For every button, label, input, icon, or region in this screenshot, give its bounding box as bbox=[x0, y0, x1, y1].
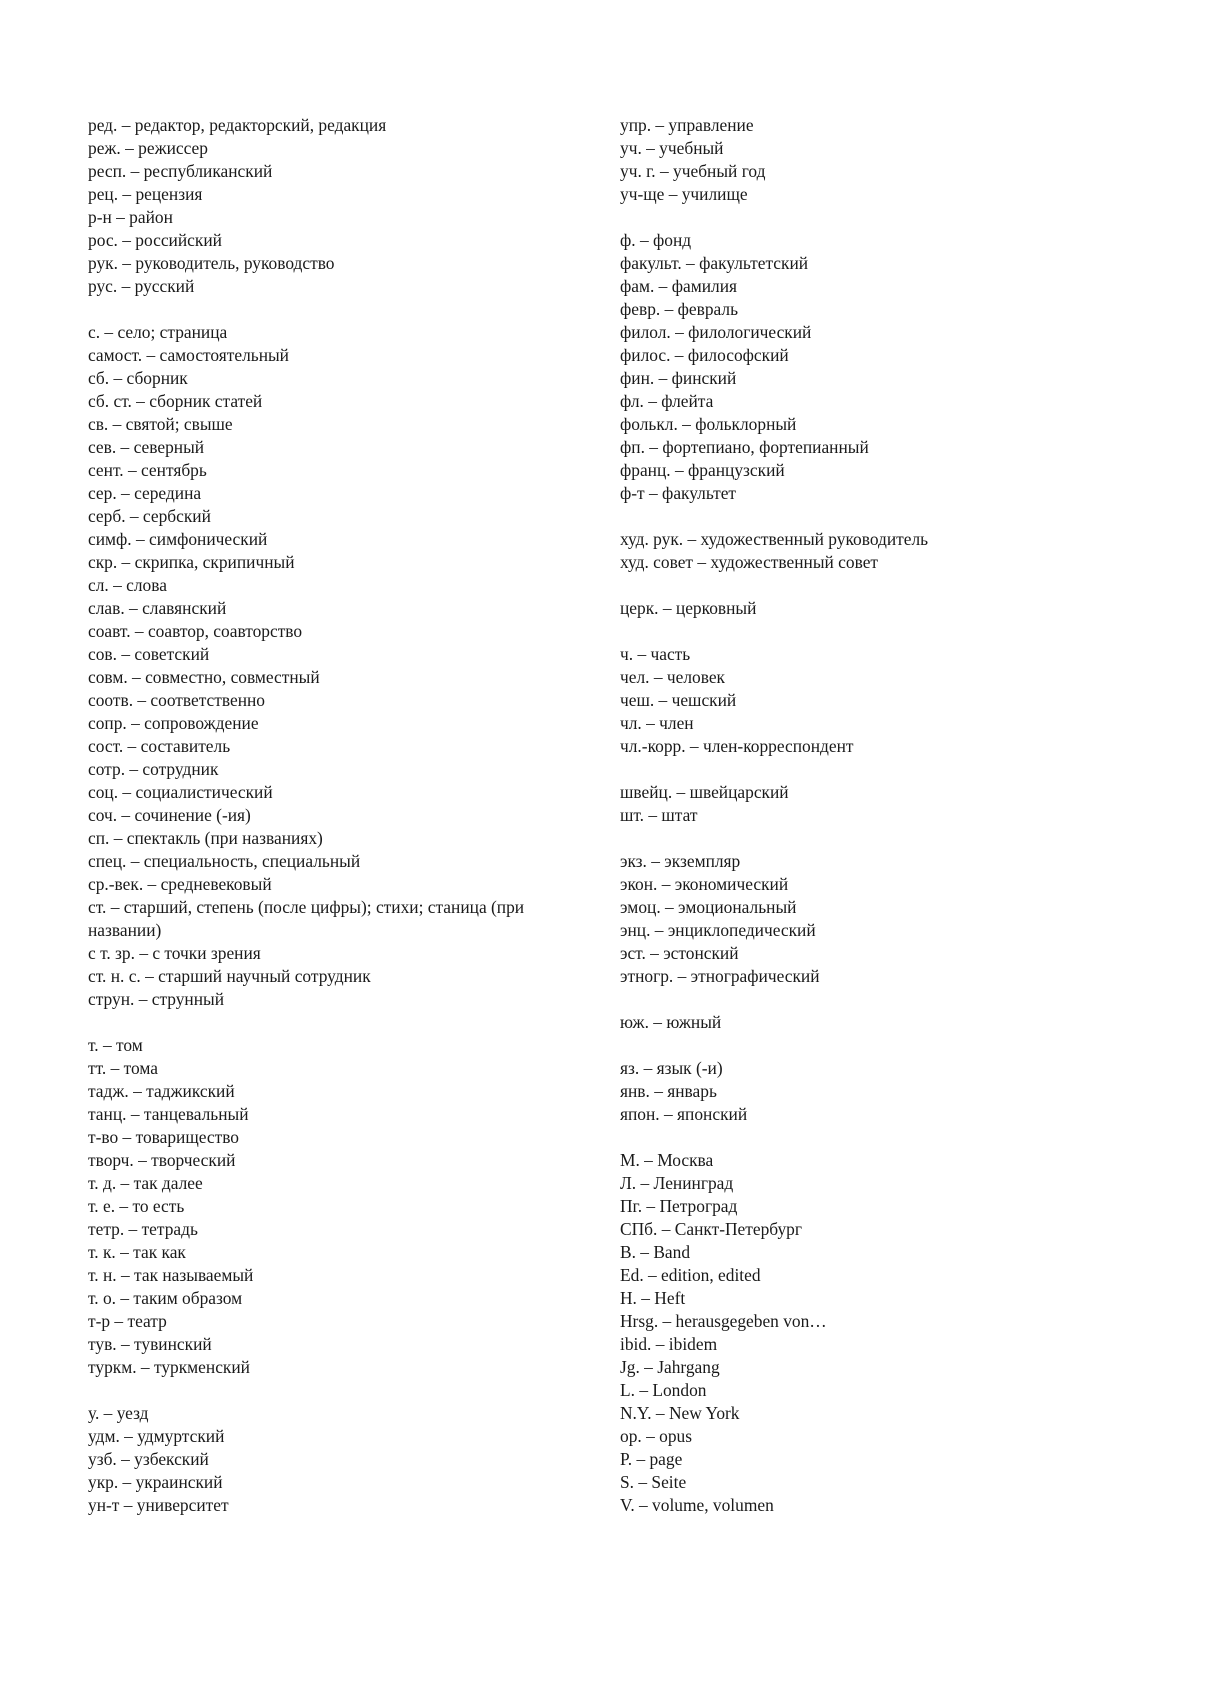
abbreviation-entry: танц. – танцевальный bbox=[88, 1104, 249, 1124]
abbreviation-entry: тадж. – таджикский bbox=[88, 1081, 235, 1101]
abbreviation-entry: сп. – спектакль (при названиях) bbox=[88, 828, 323, 848]
abbreviation-group bbox=[620, 114, 1165, 206]
abbreviation-entry: уч. г. – учебный год bbox=[620, 161, 766, 181]
abbreviation-entry: экз. – экземпляр bbox=[620, 851, 741, 871]
abbreviation-entry: эмоц. – эмоциональный bbox=[620, 897, 797, 917]
abbreviation-entry: фолькл. – фольклорный bbox=[620, 414, 797, 434]
abbreviation-entry: янв. – январь bbox=[620, 1081, 717, 1101]
abbreviation-entry: симф. – симфонический bbox=[88, 529, 268, 549]
abbreviation-entry: серб. – сербский bbox=[88, 506, 211, 526]
abbreviation-entry: ibid. – ibidem bbox=[620, 1334, 718, 1354]
abbreviation-entry: соц. – социалистический bbox=[88, 782, 273, 802]
abbreviation-entry: т. н. – так называемый bbox=[88, 1265, 254, 1285]
abbreviation-entry: самост. – самостоятельный bbox=[88, 345, 289, 365]
abbreviation-entry: соотв. – соответственно bbox=[88, 690, 266, 710]
abbreviation-entry: респ. – республиканский bbox=[88, 161, 273, 181]
abbreviation-entry: уч-ще – училище bbox=[620, 184, 748, 204]
abbreviation-entry: р-н – район bbox=[88, 207, 173, 227]
abbreviation-entry: сотр. – сотрудник bbox=[88, 759, 219, 779]
abbreviation-entry: ст. – старший, степень (после цифры); стихи; станица (при названии) bbox=[88, 897, 525, 940]
abbreviation-entry: сент. – сентябрь bbox=[88, 460, 207, 480]
abbreviation-entry: шт. – штат bbox=[620, 805, 698, 825]
abbreviation-entry: сер. – середина bbox=[88, 483, 202, 503]
abbreviation-entry: тт. – тома bbox=[88, 1058, 158, 1078]
abbreviation-entry: фп. – фортепиано, фортепианный bbox=[620, 437, 869, 457]
abbreviation-entry: сев. – северный bbox=[88, 437, 205, 457]
abbreviation-column-left bbox=[88, 114, 598, 1517]
abbreviation-entry: ср.-век. – средневековый bbox=[88, 874, 272, 894]
abbreviation-group bbox=[620, 850, 1165, 988]
abbreviation-entry: ст. н. с. – старший научный сотрудник bbox=[88, 966, 371, 986]
abbreviation-entry: V. – volume, volumen bbox=[620, 1495, 774, 1515]
abbreviation-entry: чл.-корр. – член-корреспондент bbox=[620, 736, 854, 756]
abbreviation-entry: соч. – сочинение (-ия) bbox=[88, 805, 251, 825]
abbreviation-entry: тетр. – тетрадь bbox=[88, 1219, 198, 1239]
abbreviation-entry: церк. – церковный bbox=[620, 598, 757, 618]
abbreviation-entry: ун-т – университет bbox=[88, 1495, 229, 1515]
abbreviation-entry: чл. – член bbox=[620, 713, 694, 733]
abbreviation-column-right bbox=[620, 114, 1165, 1517]
abbreviation-entry: февр. – февраль bbox=[620, 299, 739, 319]
abbreviation-group bbox=[620, 597, 1165, 620]
abbreviation-group bbox=[620, 1011, 1165, 1034]
abbreviation-entry: Л. – Ленинград bbox=[620, 1173, 734, 1193]
abbreviation-entry: сб. ст. – сборник статей bbox=[88, 391, 263, 411]
abbreviation-entry: чеш. – чешский bbox=[620, 690, 737, 710]
abbreviation-entry: сост. – составитель bbox=[88, 736, 231, 756]
abbreviation-group bbox=[620, 1057, 1165, 1126]
abbreviation-entry: S. – Seite bbox=[620, 1472, 687, 1492]
abbreviation-entry: соавт. – соавтор, соавторство bbox=[88, 621, 303, 641]
abbreviation-entry: фам. – фамилия bbox=[620, 276, 738, 296]
abbreviation-entry: тув. – тувинский bbox=[88, 1334, 212, 1354]
abbreviation-entry: сб. – сборник bbox=[88, 368, 188, 388]
abbreviation-entry: эст. – эстонский bbox=[620, 943, 739, 963]
abbreviation-entry: филол. – филологический bbox=[620, 322, 812, 342]
abbreviation-entry: спец. – специальность, специальный bbox=[88, 851, 361, 871]
abbreviation-entry: туркм. – туркменский bbox=[88, 1357, 250, 1377]
abbreviation-entry: N.Y. – New York bbox=[620, 1403, 740, 1423]
abbreviation-entry: у. – уезд bbox=[88, 1403, 149, 1423]
abbreviation-entry: уч. – учебный bbox=[620, 138, 724, 158]
abbreviation-entry: сов. – советский bbox=[88, 644, 210, 664]
abbreviation-entry: франц. – французский bbox=[620, 460, 785, 480]
abbreviation-entry: творч. – творческий bbox=[88, 1150, 236, 1170]
abbreviation-entry: т-р – театр bbox=[88, 1311, 167, 1331]
abbreviation-entry: т. о. – таким образом bbox=[88, 1288, 243, 1308]
abbreviation-entry: Пг. – Петроград bbox=[620, 1196, 738, 1216]
abbreviation-entry: L. – London bbox=[620, 1380, 707, 1400]
abbreviation-entry: М. – Москва bbox=[620, 1150, 714, 1170]
abbreviation-entry: сл. – слова bbox=[88, 575, 167, 595]
abbreviation-entry: рук. – руководитель, руководство bbox=[88, 253, 335, 273]
abbreviation-group bbox=[88, 1402, 598, 1517]
abbreviation-entry: реж. – режиссер bbox=[88, 138, 208, 158]
abbreviation-entry: ч. – часть bbox=[620, 644, 691, 664]
abbreviation-entry: скр. – скрипка, скрипичный bbox=[88, 552, 295, 572]
abbreviation-entry: с т. зр. – с точки зрения bbox=[88, 943, 261, 963]
abbreviation-group bbox=[620, 1149, 1165, 1517]
abbreviation-entry: с. – село; страница bbox=[88, 322, 228, 342]
abbreviation-group bbox=[88, 321, 598, 1011]
abbreviation-entry: H. – Heft bbox=[620, 1288, 686, 1308]
abbreviation-group bbox=[620, 781, 1165, 827]
abbreviation-group bbox=[88, 1034, 598, 1379]
abbreviation-entry: т. е. – то есть bbox=[88, 1196, 185, 1216]
abbreviation-entry: фин. – финский bbox=[620, 368, 737, 388]
abbreviation-entry: этногр. – этнографический bbox=[620, 966, 820, 986]
abbreviation-entry: ред. – редактор, редакторский, редакция bbox=[88, 115, 387, 135]
abbreviation-entry: факульт. – факультетский bbox=[620, 253, 809, 273]
abbreviation-entry: яз. – язык (-и) bbox=[620, 1058, 723, 1078]
abbreviation-entry: Jg. – Jahrgang bbox=[620, 1357, 720, 1377]
abbreviation-entry: B. – Band bbox=[620, 1242, 691, 1262]
abbreviation-entry: энц. – энциклопедический bbox=[620, 920, 816, 940]
abbreviation-entry: укр. – украинский bbox=[88, 1472, 223, 1492]
abbreviation-entry: т. к. – так как bbox=[88, 1242, 186, 1262]
abbreviation-entry: чел. – человек bbox=[620, 667, 725, 687]
abbreviation-entry: удм. – удмуртский bbox=[88, 1426, 225, 1446]
abbreviation-group bbox=[88, 114, 598, 298]
abbreviation-entry: слав. – славянский bbox=[88, 598, 227, 618]
abbreviation-entry: P. – page bbox=[620, 1449, 683, 1469]
abbreviation-group bbox=[620, 528, 1165, 574]
abbreviation-entry: рос. – российский bbox=[88, 230, 222, 250]
abbreviation-entry: т. – том bbox=[88, 1035, 143, 1055]
abbreviation-entry: Ed. – edition, edited bbox=[620, 1265, 761, 1285]
abbreviation-entry: т-во – товарищество bbox=[88, 1127, 239, 1147]
abbreviation-entry: швейц. – швейцарский bbox=[620, 782, 789, 802]
abbreviation-entry: филос. – философский bbox=[620, 345, 789, 365]
abbreviation-entry: струн. – струнный bbox=[88, 989, 225, 1009]
abbreviation-entry: СПб. – Санкт-Петербург bbox=[620, 1219, 802, 1239]
abbreviation-entry: фл. – флейта bbox=[620, 391, 714, 411]
abbreviation-entry: рец. – рецензия bbox=[88, 184, 203, 204]
abbreviation-entry: совм. – совместно, совместный bbox=[88, 667, 320, 687]
abbreviation-entry: упр. – управление bbox=[620, 115, 754, 135]
abbreviation-entry: сопр. – сопровождение bbox=[88, 713, 259, 733]
abbreviation-entry: узб. – узбекский bbox=[88, 1449, 209, 1469]
abbreviation-group bbox=[620, 229, 1165, 505]
abbreviation-group bbox=[620, 643, 1165, 758]
abbreviation-entry: рус. – русский bbox=[88, 276, 195, 296]
abbreviation-entry: ф-т – факультет bbox=[620, 483, 737, 503]
abbreviation-entry: худ. рук. – художественный руководитель bbox=[620, 529, 929, 549]
abbreviation-entry: худ. совет – художественный совет bbox=[620, 552, 879, 572]
abbreviation-entry: т. д. – так далее bbox=[88, 1173, 203, 1193]
abbreviation-entry: св. – святой; свыше bbox=[88, 414, 233, 434]
abbreviation-entry: экон. – экономический bbox=[620, 874, 789, 894]
abbreviation-entry: юж. – южный bbox=[620, 1012, 722, 1032]
abbreviation-entry: Hrsg. – herausgegeben von… bbox=[620, 1311, 827, 1331]
abbreviation-entry: ф. – фонд bbox=[620, 230, 692, 250]
abbreviation-entry: op. – opus bbox=[620, 1426, 692, 1446]
abbreviation-entry: япон. – японский bbox=[620, 1104, 748, 1124]
